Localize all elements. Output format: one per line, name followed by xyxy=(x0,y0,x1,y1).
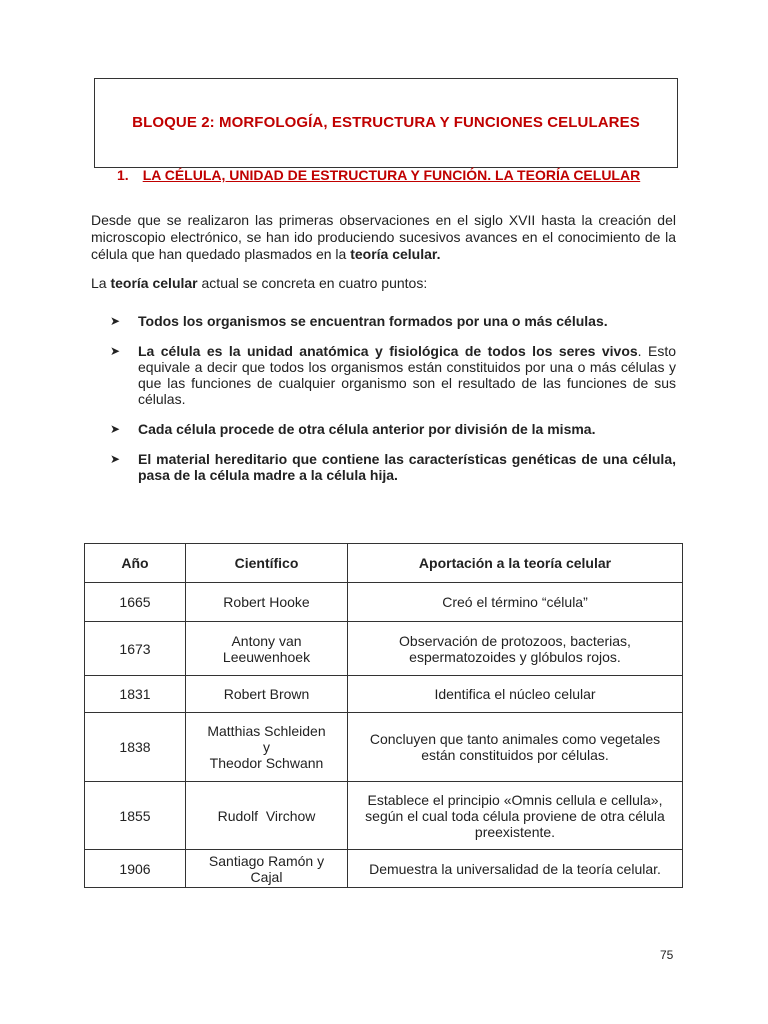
cell-scientist xyxy=(186,583,348,622)
scientist-line: Leeuwenhoek xyxy=(222,648,311,665)
list-item xyxy=(110,343,676,407)
table-header-row xyxy=(85,544,683,583)
block-header-box xyxy=(94,78,678,168)
point-bold: El material hereditario que contiene las características genéticas de una célula, pasa de la célula madre a la célula hija. xyxy=(138,451,676,483)
list-item xyxy=(110,451,676,483)
cell-scientist xyxy=(186,676,348,713)
cell-scientist xyxy=(186,622,348,676)
table-row xyxy=(85,850,683,888)
lead-bold: teoría celular xyxy=(110,275,198,291)
scientist-line: Antony van xyxy=(231,632,302,649)
list-item xyxy=(110,421,676,437)
cell-contribution: Establece el principio «Omnis cellula e cellula», según el cual toda célula proviene de otra célula preexistente. xyxy=(348,782,683,850)
cell-contribution: Creó el término “célula” xyxy=(348,583,683,622)
cell-contribution: Observación de protozoos, bacterias, espermatozoides y glóbulos rojos. xyxy=(348,622,683,676)
table-row xyxy=(85,583,683,622)
cell-contribution: Concluyen que tanto animales como vegetales están constituidos por células. xyxy=(348,713,683,782)
scientist-line: Matthias Schleiden xyxy=(207,723,326,739)
intro-bold: teoría celular. xyxy=(350,246,441,262)
section-title: LA CÉLULA, UNIDAD DE ESTRUCTURA Y FUNCIÓN. LA TEORÍA CELULAR xyxy=(142,167,641,183)
scientist-line: Santiago Ramón y Cajal xyxy=(208,852,325,885)
intro-paragraph xyxy=(91,212,676,263)
cell-scientist xyxy=(186,782,348,850)
theory-points-list xyxy=(110,313,676,483)
lead-pre: La xyxy=(91,275,111,291)
cell-year: 1906 xyxy=(85,850,186,888)
cell-year: 1665 xyxy=(85,583,186,622)
block-title: BLOQUE 2: MORFOLOGÍA, ESTRUCTURA Y FUNCIONES CELULARES xyxy=(132,114,640,131)
scientist-line: Theodor Schwann xyxy=(209,755,324,771)
section-heading xyxy=(117,167,640,183)
scientist-line: Robert Brown xyxy=(223,686,310,702)
cell-year: 1673 xyxy=(85,622,186,676)
cell-theory-table xyxy=(84,543,683,888)
point-bold: Todos los organismos se encuentran formados por una o más células. xyxy=(138,313,608,329)
table-row xyxy=(85,782,683,850)
list-item xyxy=(110,313,676,329)
header-scientist: Científico xyxy=(186,544,348,583)
scientist-line: Rudolf Virchow xyxy=(217,807,316,824)
page-number: 75 xyxy=(660,948,674,962)
table-row xyxy=(85,622,683,676)
cell-year: 1838 xyxy=(85,713,186,782)
point-bold: Cada célula procede de otra célula anterior por división de la misma. xyxy=(138,421,596,437)
header-contribution: Aportación a la teoría celular xyxy=(348,544,683,583)
cell-year: 1831 xyxy=(85,676,186,713)
header-year: Año xyxy=(85,544,186,583)
cell-scientist xyxy=(186,713,348,782)
lead-paragraph xyxy=(91,275,676,292)
point-bold: La célula es la unidad anatómica y fisiológica de todos los seres vivos xyxy=(138,343,638,359)
scientist-line: Robert Hooke xyxy=(223,594,310,610)
table-row xyxy=(85,676,683,713)
arrow-bullet-icon: ➤ xyxy=(110,314,121,328)
cell-year: 1855 xyxy=(85,782,186,850)
cell-contribution: Demuestra la universalidad de la teoría celular. xyxy=(348,850,683,888)
scientist-line: y xyxy=(263,739,270,755)
arrow-bullet-icon: ➤ xyxy=(110,452,121,466)
intro-text: Desde que se realizaron las primeras observaciones en el siglo XVII hasta la creación del microscopio electrónico, se han ido produciendo sucesivos avances en el conocimiento de la célula que han quedado plasmados en la xyxy=(91,212,676,262)
cell-scientist xyxy=(186,850,348,888)
point-rest: . Esto equivale a decir que todos los organismos están constituidos por una o más células y que las funciones de cualquier organismo son el resultado de las funciones de sus células. xyxy=(138,343,676,407)
table-row xyxy=(85,713,683,782)
section-number: 1. xyxy=(117,167,129,183)
lead-post: actual se concreta en cuatro puntos: xyxy=(197,275,428,291)
arrow-bullet-icon: ➤ xyxy=(110,422,121,436)
cell-contribution: Identifica el núcleo celular xyxy=(348,676,683,713)
arrow-bullet-icon: ➤ xyxy=(110,344,121,358)
